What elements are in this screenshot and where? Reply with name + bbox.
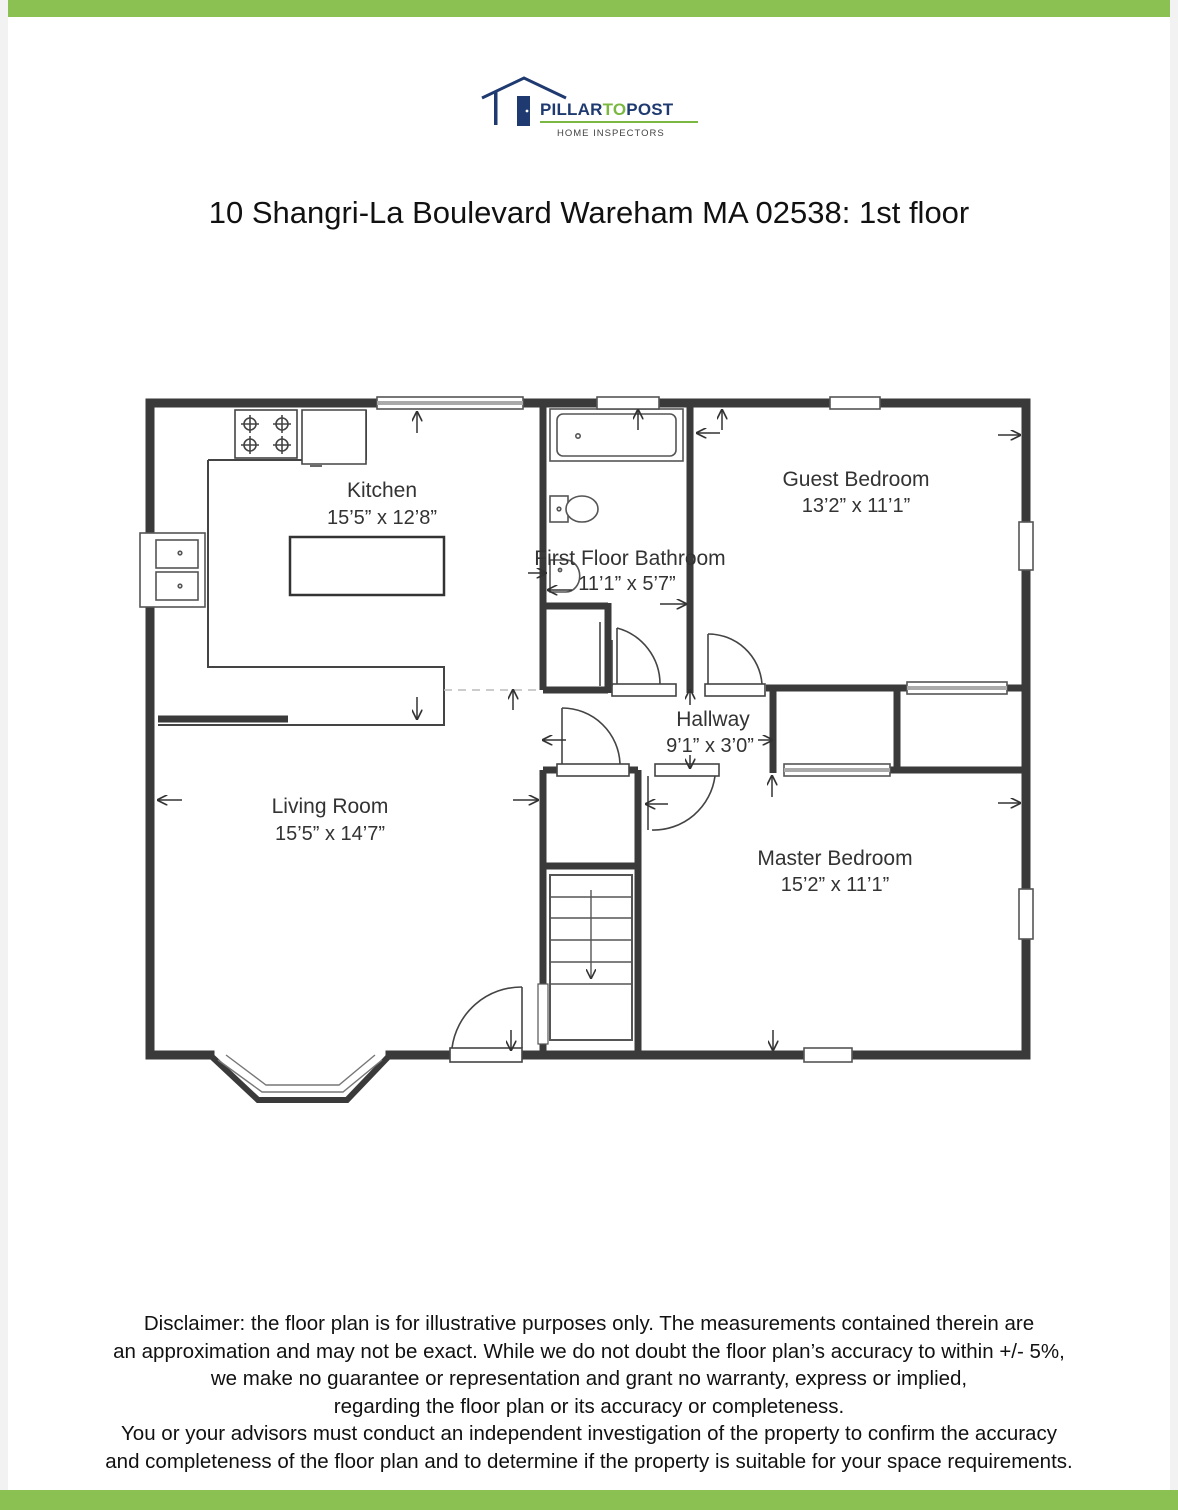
guest-bedroom-label: Guest Bedroom — [782, 468, 930, 491]
bathroom-label: First Floor Bathroom — [534, 547, 726, 570]
hallway-dimensions: 9’1” x 3’0” — [666, 735, 754, 757]
hallway-label: Hallway — [676, 708, 750, 731]
guest-bedroom-dimensions: 13’2” x 11’1” — [801, 495, 911, 517]
disclaimer-line: an approximation and may not be exact. While we do not doubt the floor plan’s accuracy to within +/- 5%, — [113, 1339, 1065, 1363]
disclaimer-line: we make no guarantee or representation and grant no warranty, express or implied, — [210, 1367, 968, 1390]
disclaimer-line: You or your advisors must conduct an independent investigation of the property to confirm the accuracy — [121, 1422, 1057, 1445]
kitchen-dimensions: 15’5” x 12’8” — [326, 507, 438, 529]
disclaimer — [20, 1310, 1158, 1475]
living-room-label: Living Room — [271, 795, 389, 818]
disclaimer-line: Disclaimer: the floor plan is for illustrative purposes only. The measurements contained therein are — [143, 1312, 1035, 1335]
refrigerator-icon — [302, 410, 366, 466]
kitchen-island — [290, 537, 444, 595]
bathtub-icon — [550, 409, 683, 461]
disclaimer-line: and completeness of the floor plan and to determine if the property is suitable for your space requirements. — [105, 1449, 1073, 1473]
living-room-dimensions: 15’5” x 14’7” — [274, 823, 386, 845]
brand-tagline: HOME INSPECTORS — [557, 128, 665, 139]
disclaimer-line: regarding the floor plan or its accuracy or completeness. — [333, 1394, 845, 1418]
kitchen-label: Kitchen — [346, 479, 418, 502]
bottom-accent-bar — [0, 1490, 1178, 1510]
brand-name: PILLARTOPOST — [540, 100, 674, 119]
page-title: 10 Shangri-La Boulevard Wareham MA 02538: 1st floor — [208, 195, 970, 230]
bathroom-dimensions: 11’1” x 5’7” — [578, 573, 676, 595]
staircase — [538, 875, 632, 1044]
stove-icon — [235, 410, 297, 458]
master-bedroom-dimensions: 15’2” x 11’1” — [780, 874, 890, 896]
bay-window — [210, 1055, 390, 1100]
toilet-icon — [550, 496, 598, 522]
master-bedroom-label: Master Bedroom — [757, 847, 913, 870]
kitchen-sink-icon — [140, 533, 205, 607]
